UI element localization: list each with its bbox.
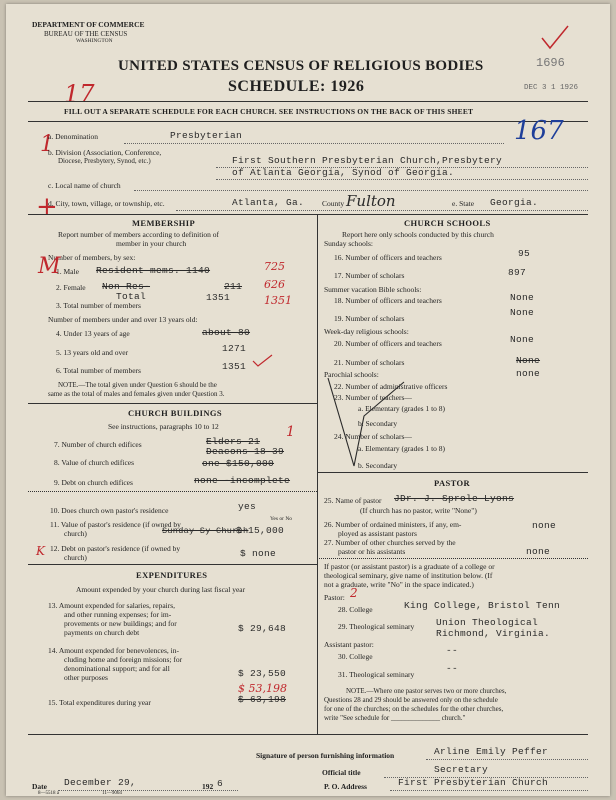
q13-value: $ 29,648 [238,623,287,634]
department-label: DEPARTMENT OF COMMERCE [32,20,145,29]
q4-label: 4. Under 13 years of age [56,329,130,338]
q31-value: -- [446,663,459,674]
q19-label: 19. Number of scholars [334,314,405,323]
graduate-line-3: not a graduate, write "No" in the space indicated.) [324,580,474,589]
strike-through-mark [324,376,414,476]
q27-line-1: 27. Number of other churches served by the [324,538,456,547]
q5-label: 5. 13 years old and over [56,348,129,357]
q18-label: 18. Number of officers and teachers [334,296,442,305]
age-intro: Number of members under and over 13 years old: [48,315,198,324]
q4-value: about 80 [202,327,251,338]
q24a-label: a. Elementary (grades 1 to 8) [358,444,446,453]
q12-value: $ none [240,548,277,559]
membership-intro-2: member in your church [116,239,187,248]
form-number: 8—5518 a [38,791,59,796]
q1-label: 1. Male [56,267,79,276]
q2-typed-num: 211 [224,281,243,292]
q28-label: 28. College [338,605,373,614]
q12-label-1: 12. Debt on pastor's residence (if owned by [50,544,181,553]
graduate-line-2: theological seminary, give name of institution below. (If [324,571,493,580]
q13-line-3: provements or new buildings; and for [64,619,177,628]
q1-hand: 725 [264,260,285,273]
year-prefix: 192 [202,782,214,791]
q17-value: 897 [508,267,527,278]
q8-value-b: one $150,000 [202,458,275,469]
q16-label: 16. Number of officers and teachers [334,253,442,262]
q5-value: 1271 [222,343,247,354]
q12-label-2: church) [64,553,87,562]
stamp-date: DEC 3 1 1926 [524,84,579,92]
pastor-label: Pastor: [324,593,345,602]
city-label: d. City, town, village, or township, etc. [48,199,165,208]
q24b-label: b. Secondary [358,461,398,470]
division-value-2: of Atlanta Georgia, Synod of Georgia. [232,167,455,178]
q2-hand: 626 [264,278,285,291]
division-value-1: First Southern Presbyterian Church,Presbytery [232,155,503,166]
q31-label: 31. Theological seminary [338,670,415,679]
assistant-label: Assistant pastor: [324,640,374,649]
margin-mark-1: 1 [40,132,54,157]
q14-line-1: 14. Amount expended for benevolences, in- [48,646,180,655]
official-title-value: Secretary [434,764,489,775]
schools-heading: CHURCH SCHOOLS [404,218,491,228]
denomination-value: Presbyterian [170,130,243,141]
q7-value: Elders 21 [206,436,261,447]
q28-value: King College, Bristol Tenn [404,600,561,611]
q29-label: 29. Theological seminary [338,622,415,631]
po-address-label: P. O. Address [324,782,367,791]
q17-label: 17. Number of scholars [334,271,405,280]
sunday-label: Sunday schools: [324,239,373,248]
q6-value: 1351 [222,361,247,372]
by-sex-label: Number of members, by sex: [48,253,136,262]
weekday-label: Week-day religious schools: [324,327,409,336]
county-label: County [322,199,345,208]
q21-value: None [516,355,541,366]
year-suffix: 6 [217,778,224,789]
q9-label: 9. Debt on church edifices [54,478,133,487]
q10-label: 10. Does church own pastor's residence [50,506,169,515]
pastor-note-1: NOTE.—Where one pastor serves two or more churches, [346,687,507,695]
summer-label: Summer vacation Bible schools: [324,285,422,294]
county-value: Fulton [346,192,396,210]
pastor-heading: PASTOR [434,478,471,488]
q3-label: 3. Total number of members [56,301,141,310]
q9-value: none -incomplete [194,475,291,486]
form-title: UNITED STATES CENSUS OF RELIGIOUS BODIES [118,58,484,74]
q20-value: None [510,334,535,345]
expenditures-heading: EXPENDITURES [136,570,208,580]
stamp-number: 1696 [536,56,565,70]
po-address-value: First Presbyterian Church [398,777,549,788]
q23b-label: b. Secondary [358,419,398,428]
q11-yes-no: Yes or No [270,516,293,522]
q11-value: $ 15,000 [236,525,285,536]
q30-value: -- [446,645,459,656]
q2-label: 2. Female [56,283,86,292]
state-label: e. State [452,199,475,208]
form-number-2: 11—9064 [102,791,122,796]
official-title-label: Official title [322,768,361,777]
date-label: Date [32,782,47,791]
q11-label-1: 11. Value of pastor's residence (if owned by [50,520,181,529]
q18-value: None [510,292,535,303]
corner-hand-number: 17 [64,80,95,108]
pastor-note-3: for one of the churches; on the schedules for the other churches, [324,705,504,713]
parochial-label: Parochial schools: [324,370,379,379]
signature-value: Arline Emily Peffer [434,746,549,757]
margin-mark-m: M [38,254,61,279]
q10-value: yes [238,501,257,512]
q11-label-2: church) [64,529,87,538]
q6-label: 6. Total number of members [56,366,141,375]
membership-note-1: NOTE.—The total given under Question 6 should be the [58,381,217,389]
bureau-label: BUREAU OF THE CENSUS [44,30,128,38]
expenditures-sub: Amount expended by your church during last fiscal year [76,585,246,594]
q14-line-2: cluding home and foreign missions; for [64,655,183,664]
pastor-note-4: write "See schedule for ______________ church." [324,714,466,722]
membership-note-2: same as the total of males and females given under Question 3. [48,390,225,398]
q2-typed: Non Res- [102,281,151,292]
census-schedule-page [6,4,610,796]
q13-line-2: and other running expenses; for im- [64,610,172,619]
q14-value: $ 23,550 [238,668,287,679]
date-value: December 29, [64,777,137,788]
q29-value-b: Richmond, Virginia. [436,628,551,639]
q29-value-a: Union Theological [436,617,539,628]
q19-value: None [510,307,535,318]
local-name-label: c. Local name of church [48,181,121,190]
q15-value: $ 63,198 [238,694,287,705]
q15-hand: $ 53,198 [238,682,287,695]
q13-line-1: 13. Amount expended for salaries, repairs, [48,601,176,610]
q16-value: 95 [518,248,531,259]
hand-number-167: 167 [514,116,564,146]
q27-line-2: pastor or his assistants [338,547,406,556]
division-label-1: b. Division (Association, Conference, [48,148,162,157]
q24-label: 24. Number of scholars— [334,432,412,441]
q25-note: (If church has no pastor, write "None") [360,506,477,515]
pastor-hand-mark: 2 [350,586,358,600]
checkmark-icon [252,354,274,368]
q22-label: 22. Number of administrative officers [334,382,448,391]
q7-label: 7. Number of church edifices [54,440,142,449]
signature-label: Signature of person furnishing information [256,751,395,760]
q26-value: none [532,520,557,531]
margin-mark-k: K [36,544,45,558]
q26-line-1: 26. Number of ordained ministers, if any, em- [324,520,462,529]
q25-label: 25. Name of pastor [324,496,382,505]
denomination-label: a. Denomination [48,132,98,141]
q25-value: JDr. J. Sprole Lyons [394,493,515,504]
q11-value-a: Sunday Sy Church [162,526,249,536]
q8-label: 8. Value of church edifices [54,458,135,467]
state-value: Georgia. [490,197,539,208]
membership-intro-1: Report number of members according to definition of [58,230,219,239]
checkmark-icon [540,24,570,54]
q20-label: 20. Number of officers and teachers [334,339,442,348]
q7-hand: 1 [286,424,295,440]
q3-hand: 1351 [264,294,292,307]
q23-label: 23. Number of teachers— [334,393,412,402]
q27-value: none [526,546,551,557]
q13-line-4: payments on church debt [64,628,140,637]
q21-label: 21. Number of scholars [334,358,405,367]
q23a-label: a. Elementary (grades 1 to 8) [358,404,446,413]
q30-label: 30. College [338,652,373,661]
pastor-note-2: Questions 28 and 29 should be answered only on the schedule [324,696,498,704]
city-value: Atlanta, Ga. [232,197,305,208]
q8-value-a: Deacons 18 39 [206,446,285,457]
schedule-title: SCHEDULE: 1926 [228,78,365,95]
buildings-heading: CHURCH BUILDINGS [128,408,223,418]
buildings-sub: See instructions, paragraphs 10 to 12 [108,422,219,431]
q14-line-3: denominational support; and for all [64,664,170,673]
membership-heading: MEMBERSHIP [132,218,196,228]
q1-typed: Resident mems. 1140 [96,265,211,276]
division-label-2: Diocese, Presbytery, Synod, etc.) [58,157,151,165]
q15-label: 15. Total expenditures during year [48,698,151,707]
q22-value: none [516,368,541,379]
margin-cross-icon: + [36,192,58,222]
schools-intro: Report here only schools conducted by this church [342,230,494,239]
instruction-line: FILL OUT A SEPARATE SCHEDULE FOR EACH CHURCH. SEE INSTRUCTIONS ON THE BACK OF THIS SHEET [64,107,474,116]
total-typed: Total [116,291,147,302]
graduate-line-1: If pastor (or assistant pastor) is a graduate of a college or [324,562,495,571]
q26-line-2: ployed as assistant pastors [338,529,417,538]
city-label: WASHINGTON [76,38,113,44]
q3-value: 1351 [206,292,231,303]
q14-line-4: other purposes [64,673,108,682]
